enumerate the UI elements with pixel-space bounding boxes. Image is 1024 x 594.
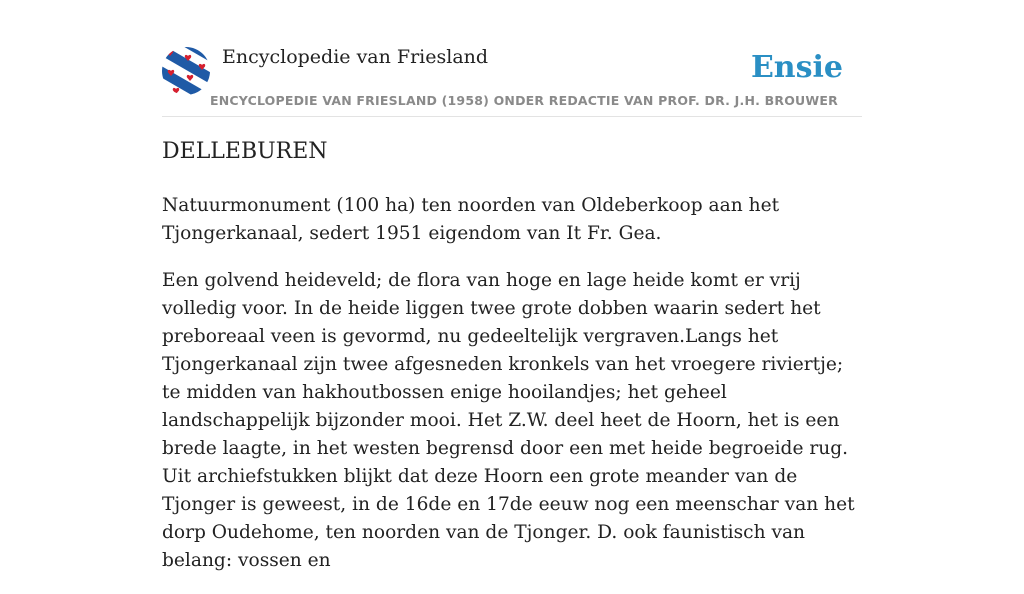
entry-body xyxy=(162,192,866,594)
entry-title: DELLEBUREN xyxy=(162,139,328,164)
entry-paragraph: Natuurmonument (100 ha) ten noorden van Oldeberkoop aan het Tjongerkanaal, sedert 1951 eigendom van It Fr. Gea. xyxy=(162,195,780,244)
source-title[interactable]: Encyclopedie van Friesland xyxy=(222,46,489,68)
page-header xyxy=(162,44,862,117)
source-subtitle: ENCYCLOPEDIE VAN FRIESLAND (1958) ONDER REDACTIE VAN PROF. DR. J.H. BROUWER xyxy=(210,93,838,108)
ensie-brand-logo[interactable]: Ensie xyxy=(750,50,843,85)
frisian-flag-logo-icon[interactable] xyxy=(162,47,210,95)
entry-paragraph: Een golvend heideveld; de flora van hoge en lage heide komt er vrij volledig voor. In de heide liggen twee grote dobben waarin sedert het preboreaal veen is gevormd, nu gedeeltelijk vergraven.Langs het Tjongerkanaal zijn twee afgesneden kronkels van het vroegere riviertje; te midden van hakhoutbossen enige hooilandjes; het geheel landschappelijk bijzonder mooi. Het Z.W. deel heet de Hoorn, het is een brede laagte, in het westen begrensd door een met heide begroeide rug. Uit archiefstukken blijkt dat deze Hoorn een grote meander van de Tjonger is geweest, in de 16de en 17de eeuw nog een meenschar van het dorp Oudehome, ten noorden van de Tjonger. D. ook faunistisch van belang: vossen en xyxy=(162,270,855,571)
